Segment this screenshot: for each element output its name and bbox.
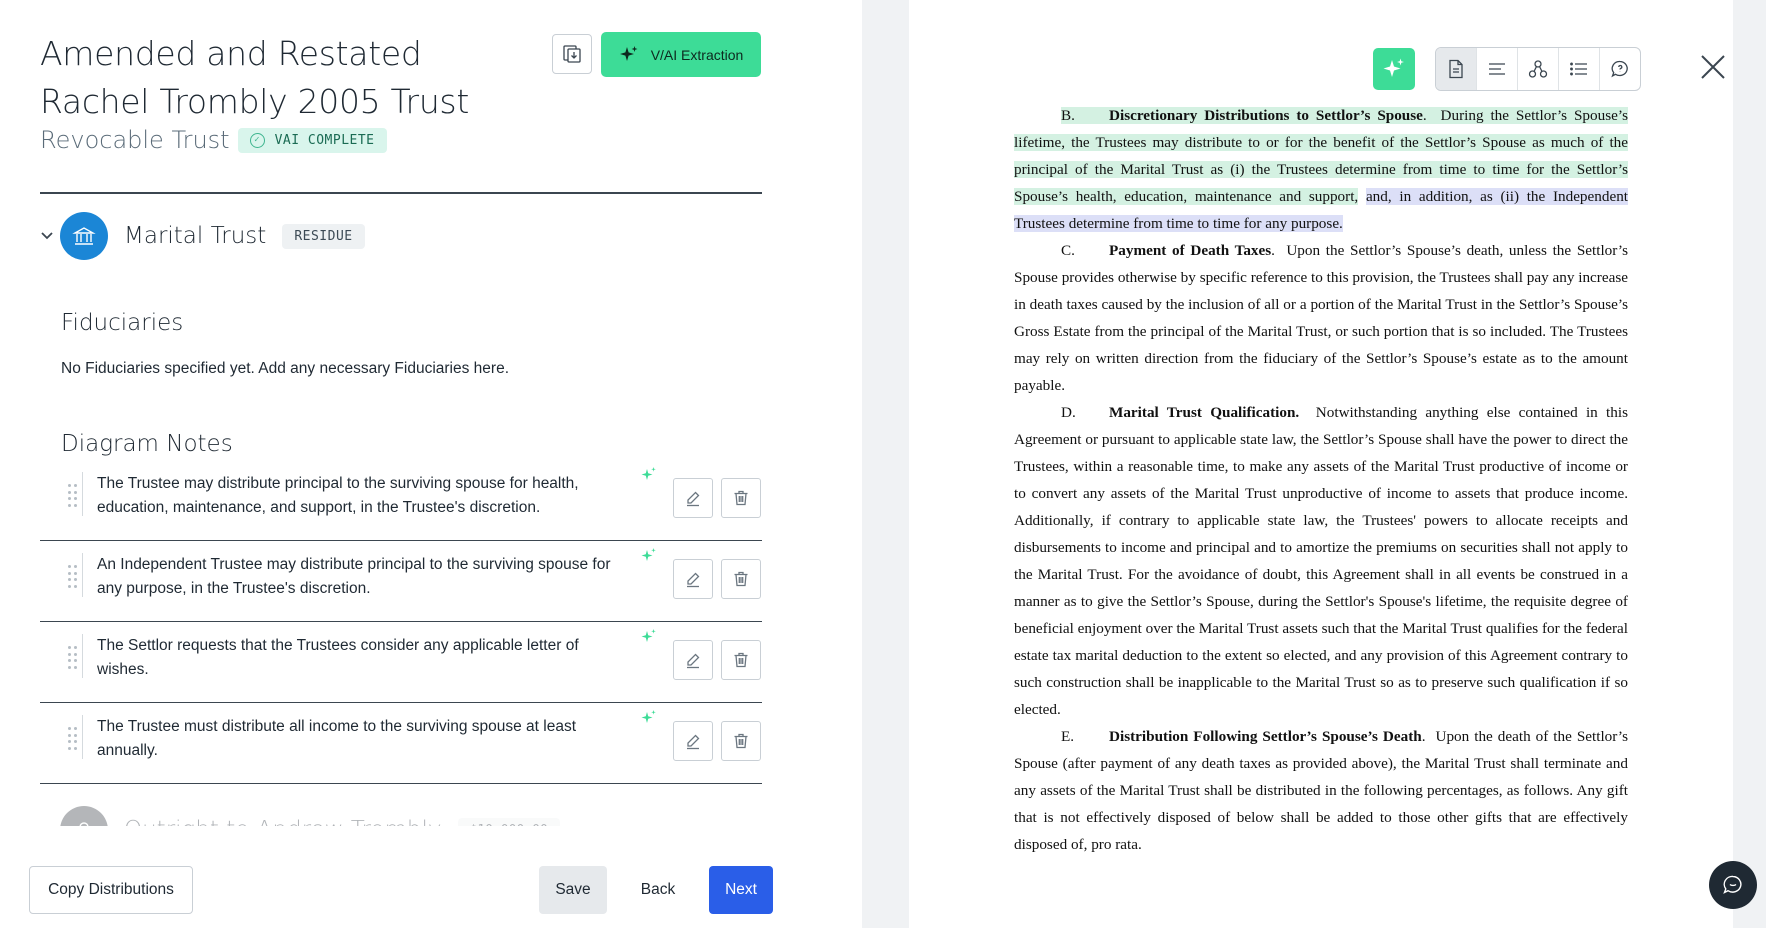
trash-icon [732,570,750,588]
text-lines-icon [1487,61,1507,77]
list-icon [1569,61,1589,77]
trash-icon [732,489,750,507]
divider [82,472,83,516]
trash-icon [732,732,750,750]
fiduciaries-heading: Fiduciaries [61,310,184,336]
drag-handle-icon[interactable] [68,646,78,670]
paragraph-letter: D. [1061,404,1076,421]
document-paragraph-c: C. Payment of Death Taxes. Upon the Settlor’s Spouse’s death, unless the Settlor’s Spouse provides otherwise by specific reference to this provision, the Trustees shall pay any increase in death taxes caused by the inclusion of all or a portion of the Marital Trust in the Settlor’s Spouse’s Gross Estate from the principal of the Marital Trust, or such portion that is so included. The Trustees may rely on written direction from the fiduciary of the Settlor’s Spouse’s estate as to the amount payable. [1014,237,1628,399]
save-button[interactable]: Save [539,866,607,914]
ai-assist-button[interactable] [1373,48,1415,90]
diagram-note [40,460,762,541]
chat-button[interactable] [1709,861,1757,909]
subtitle-row [40,126,387,154]
ai-sparkle-icon [640,547,658,565]
divider [40,192,762,194]
divider [40,783,762,785]
paragraph-letter: E. [1061,728,1075,745]
copy-distributions-button[interactable]: Copy Distributions [29,866,193,914]
comment-icon [1610,59,1630,79]
note-text: The Trustee may distribute principal to the surviving spouse for health, education, maintenance, and support, in the Trustee's discretion. [97,475,579,516]
list-view-button[interactable] [1559,48,1600,90]
paragraph-body: Upon the death of the Settlor’s Spouse (after payment of any death taxes as provided above), the Marital Trust shall terminate and any assets of the Marital Trust shall be distributed in the following percentages, as follows. Any gift that is not effectively disposed of below shall be added to those other gifts that are effectively disposed of, pro rata. [1014,728,1629,853]
document-paragraph-b: B. Discretionary Distributions to Settlor’s Spouse. During the Settlor’s Spouse’s lifetime, the Trustees may distribute to or for the benefit of the Settlor’s Spouse as much of the principal of the Marital Trust as (i) the Trustees determine from time to time for the Settlor’s Spouse’s health, education, maintenance and support, and, in addition, as (ii) the Independent Trustees determine from time to time for any purpose. [1014,102,1628,237]
download-document-icon [561,43,583,65]
ai-sparkle-icon [640,709,658,727]
vai-extraction-label: V/AI Extraction [650,46,744,63]
divider [82,715,83,759]
paragraph-body: During the Settlor’s Spouse’s lifetime, the Trustees may distribute to or for the benefit of the Settlor’s Spouse as much of the principal of the Marital Trust as (i) the Trustees determine from time to time for the Settlor’s Spouse’s health, education, maintenance and support, [1014,107,1628,205]
edit-note-button[interactable] [673,721,713,761]
footer-bar [0,826,862,928]
paragraph-body: Notwithstanding anything else contained in this Agreement or pursuant to applicable state law, the Settlor’s Spouse shall have the power to direct the Trustees, within a reasonable time, to make any assets of the Marital Trust productive of income or to convert any assets of the Marital Trust unproductive of income to assets that produce income. Additionally, if contrary to applicable state law, the Trustees' powers to allocate receipts and disbursements to income and principal and to amortize the premiums on securities shall not apply to the Marital Trust. For the avoidance of doubt, this Agreement shall in all events be construed in a manner as to give the Settlor’s Spouse, during the Settlor's Spouse's lifetime, the requisite degree of beneficial enjoyment over the Marital Trust assets such that the Marital Trust qualifies for the federal estate tax marital deduction to the extent so elected, and any provision of this Agreement contrary to such construction shall be inapplicable to the Marital Trust so as to preserve such qualification if so elected. [1014,404,1628,718]
back-button[interactable]: Back [640,881,676,898]
diagram-note [40,541,762,622]
next-button[interactable]: Next [709,866,773,914]
paragraph-heading: Distribution Following Settlor’s Spouse’s Death [1109,728,1422,745]
document-view-button[interactable] [1436,48,1477,90]
residue-tag: RESIDUE [282,224,364,249]
diagram-note [40,622,762,703]
divider [82,553,83,597]
bank-icon [60,212,108,260]
sparkle-icon [619,45,639,65]
delete-note-button[interactable] [721,478,761,518]
close-icon[interactable] [1700,54,1726,80]
diagram-note [40,703,762,784]
divider [82,634,83,678]
left-panel [0,0,862,928]
page-title: Amended and Restated Rachel Trombly 2005 Trust [40,34,469,121]
pencil-icon [684,570,702,588]
paragraph-letter: B. [1061,107,1075,124]
sparkle-icon [1382,57,1406,81]
status-badge [238,128,387,153]
ai-sparkle-icon [640,628,658,646]
drag-handle-icon[interactable] [68,727,78,751]
delete-note-button[interactable] [721,559,761,599]
text-view-button[interactable] [1477,48,1518,90]
drag-handle-icon[interactable] [68,484,78,508]
status-badge-label: VAI COMPLETE [274,132,375,148]
document-icon [1447,59,1465,79]
paragraph-heading: Payment of Death Taxes [1109,242,1272,259]
diagram-view-button[interactable] [1518,48,1559,90]
delete-note-button[interactable] [721,640,761,680]
trust-type: Revocable Trust [40,126,230,154]
download-document-button[interactable] [552,34,592,74]
paragraph-letter: C. [1061,242,1075,259]
note-text: An Independent Trustee may distribute principal to the surviving spouse for any purpose, in the Trustee's discretion. [97,556,611,597]
fiduciaries-empty-text: No Fiduciaries specified yet. Add any necessary Fiduciaries here. [61,360,509,377]
chevron-down-icon[interactable] [40,229,54,243]
document-text [1014,102,1628,858]
pencil-icon [684,489,702,507]
marital-trust-header[interactable] [40,212,365,260]
ai-sparkle-icon [640,466,658,484]
paragraph-body: and, in addition, as (ii) the Independent Trustees determine from time to time for any purpose. [1014,188,1629,232]
note-text: The Trustee must distribute all income to the surviving spouse at least annually. [97,718,577,759]
paragraph-heading: Discretionary Distributions to Settlor’s Spouse [1109,107,1423,124]
diagram-icon [1528,59,1548,79]
edit-note-button[interactable] [673,559,713,599]
viewer-toolbar [1435,47,1641,91]
chat-bubble-icon [1722,874,1744,896]
document-paragraph-e: E. Distribution Following Settlor’s Spouse’s Death. Upon the death of the Settlor’s Spouse (after payment of any death taxes as provided above), the Marital Trust shall terminate and any assets of the Marital Trust shall be distributed in the following percentages, as follows. Any gift that is not effectively disposed of below shall be added to those other gifts that are effectively disposed of, pro rata. [1014,723,1628,858]
delete-note-button[interactable] [721,721,761,761]
note-text: The Settlor requests that the Trustees consider any applicable letter of wishes. [97,637,579,678]
edit-note-button[interactable] [673,478,713,518]
section-title: Marital Trust [124,223,267,249]
paragraph-body: Upon the Settlor’s Spouse’s death, unless the Settlor’s Spouse provides otherwise by specific reference to this provision, the Trustees shall pay any increase in death taxes caused by the inclusion of all or a portion of the Marital Trust in the Settlor’s Spouse’s Gross Estate from the principal of the Marital Trust, or such portion that is so included. The Trustees may rely on written direction from the fiduciary of the Settlor’s Spouse’s estate as to the amount payable. [1014,242,1629,394]
vai-extraction-button[interactable] [601,32,761,77]
document-paragraph-d [1014,399,1628,723]
pencil-icon [684,651,702,669]
comments-view-button[interactable] [1600,48,1640,90]
trash-icon [732,651,750,669]
check-circle-icon: ✓ [250,133,265,148]
paragraph-heading: Marital Trust Qualification. [1109,404,1300,421]
edit-note-button[interactable] [673,640,713,680]
pencil-icon [684,732,702,750]
drag-handle-icon[interactable] [68,565,78,589]
diagram-notes-heading: Diagram Notes [61,431,233,457]
